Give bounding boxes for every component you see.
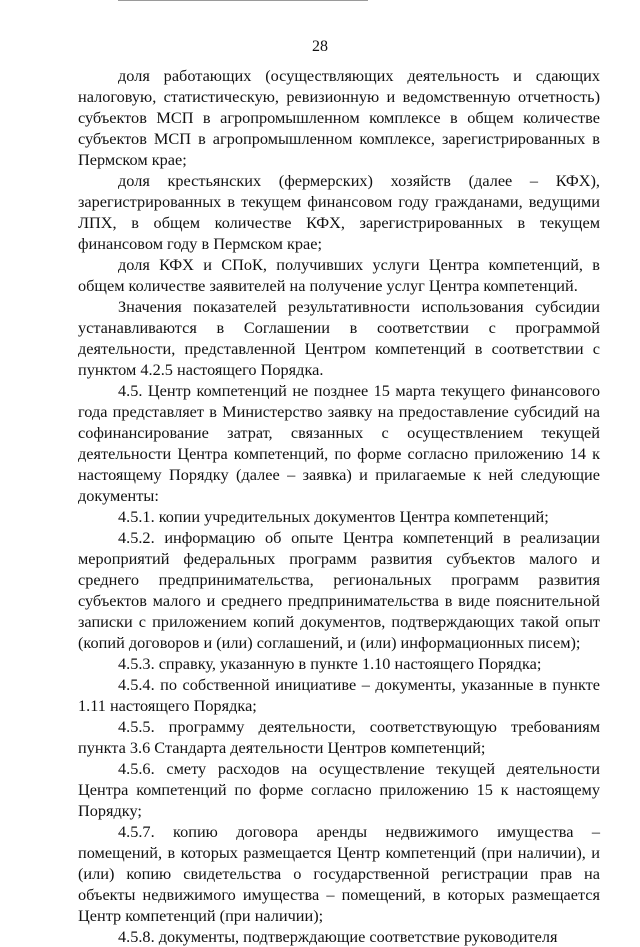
paragraph: 4.5.3. справку, указанную в пункте 1.10 настоящего Порядка; bbox=[118, 654, 542, 673]
paragraph: Значения показателей результативности использования субсидии устанавливаются в Соглашении в соответствии с программой деятельности, представленной Центром компетенций в соответствии с пунктом 4.2.5 настоящего Порядка. bbox=[78, 297, 600, 379]
paragraph: доля КФХ и СПоК, получивших услуги Центра компетенций, в общем количестве заявителей на получение услуг Центра компетенций. bbox=[78, 255, 600, 295]
paragraph: 4.5.5. программу деятельности, соответствующую требованиям пункта 3.6 Стандарта деятельности Центров компетенций; bbox=[78, 717, 600, 757]
document-body bbox=[78, 65, 600, 947]
paragraph: 4.5.4. по собственной инициативе – документы, указанные в пункте 1.11 настоящего Порядка; bbox=[78, 675, 600, 715]
top-edge-rule bbox=[118, 0, 368, 1]
paragraph: 4.5.6. смету расходов на осуществление текущей деятельности Центра компетенций по форме согласно приложению 15 к настоящему Порядку; bbox=[78, 759, 600, 820]
paragraph: 4.5.1. копии учредительных документов Центра компетенций; bbox=[118, 507, 549, 526]
paragraph: 4.5. Центр компетенций не позднее 15 марта текущего финансового года представляет в Министерство заявку на предоставление субсидий на софинансирование затрат, связанных с осуществлением текущей деятельности Центра компетенций, по форме согласно приложению 14 к настоящему Порядку (далее – заявка) и прилагаемые к ней следующие документы: bbox=[78, 381, 600, 505]
paragraph: 4.5.8. документы, подтверждающие соответствие руководителя bbox=[118, 927, 558, 946]
page-number: 28 bbox=[312, 38, 328, 55]
paragraph: доля работающих (осуществляющих деятельность и сдающих налоговую, статистическую, ревизионную и ведомственную отчетность) субъектов МСП в агропромышленном комплексе в общем количестве субъектов МСП в агропромышленном комплексе, зарегистрированных в Пермском крае; bbox=[78, 66, 600, 169]
paragraph: 4.5.2. информацию об опыте Центра компетенций в реализации мероприятий федеральных программ развития субъектов малого и среднего предпринимательства, региональных программ развития субъектов малого и среднего предпринимательства в виде пояснительной записки с приложением копий документов, подтверждающих такой опыт (копий договоров и (или) соглашений, и (или) информационных писем); bbox=[78, 528, 600, 652]
paragraph: 4.5.7. копию договора аренды недвижимого имущества – помещений, в которых размещается Центр компетенций (при наличии), и (или) копию свидетельства о государственной регистрации прав на объекты недвижимого имущества – помещений, в которых размещается Центр компетенций (при наличии); bbox=[78, 822, 600, 925]
paragraph: доля крестьянских (фермерских) хозяйств (далее – КФХ), зарегистрированных в текущем финансовом году гражданами, ведущими ЛПХ, в общем количестве КФХ, зарегистрированных в текущем финансовом году в Пермском крае; bbox=[78, 171, 600, 253]
